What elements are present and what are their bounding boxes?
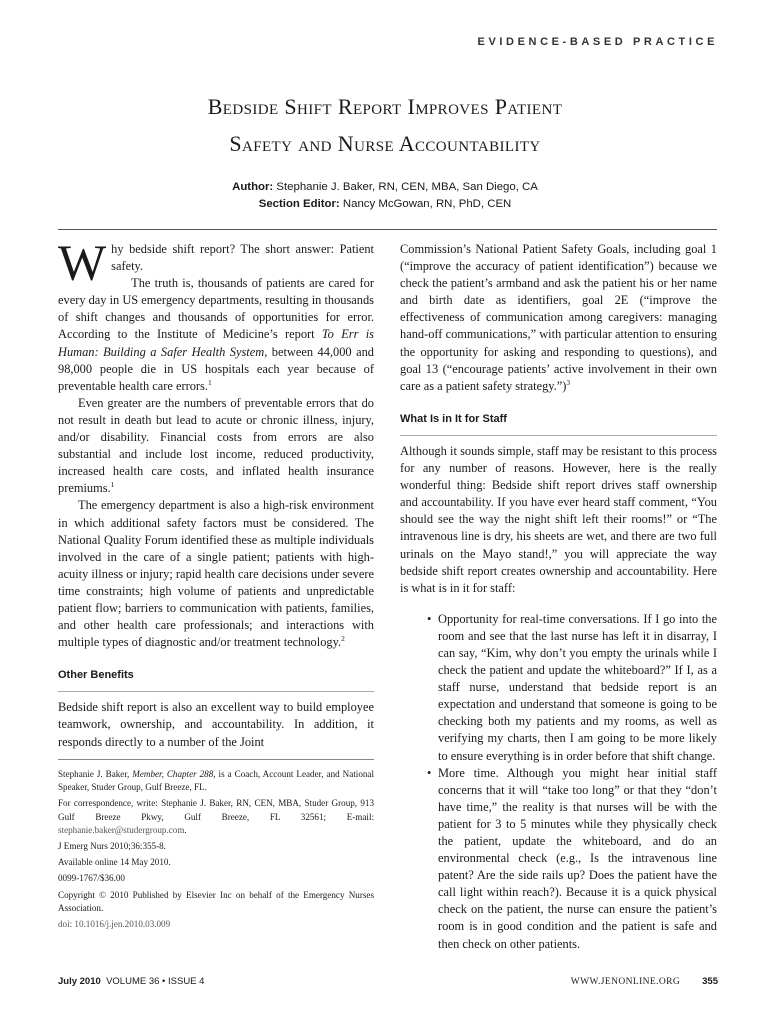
paragraph: Although it sounds simple, staff may be resistant to this process for any number of reasons. However, here is the really wonderful thing: Bedside shift report drives staff ownership and accountability. If you have ever heard staff comment, “You should see the way the night shift left their rooms!” or “The intravenous line is dry, his sheets are wet, and there are two full urinals on the Mayo stand!,” you will appreciate the way bedside shift report creates ownership and accountability. Here is what is in it for staff: [400, 443, 717, 595]
reference-mark: 1 [207, 377, 212, 387]
list-item: • More time. Although you might hear initial staff concerns that it will “take too long” or that they “don’t have time,” the reality is that nurses will be with the patient for 3 to 5 minutes while they physically check the patient, update the whiteboard, and do an environmental check (e.g., Is the intravenous line patent? Are the side rails up? Does the patient have the call light within reach?). Because it is a quick physical check on the patient, the nurse can ensure the patient’s room is in good condition and the patient is safe and then check on other patients. [400, 765, 717, 953]
title-divider [58, 229, 717, 230]
footnote-divider [58, 759, 374, 760]
bullet-list [400, 611, 717, 953]
paragraph: Bedside shift report is also an excellent way to build employee teamwork, ownership, and accountability. In addition, it responds directly to a number of the Joint [58, 700, 374, 749]
website-link[interactable]: WWW.JENONLINE.ORG [570, 977, 681, 987]
editor-label: Section Editor: [258, 198, 340, 210]
section-label: EVIDENCE-BASED PRACTICE [477, 36, 718, 48]
email-link[interactable]: stephanie.baker@studergroup.com [58, 824, 185, 835]
section-heading-other-benefits: Other Benefits [58, 667, 374, 692]
paragraph: Commission’s National Patient Safety Goals, including goal 1 (“improve the accuracy of patient identification”) because we check the patient’s armband and ask the patient his or her name and birth date as identifiers, goal 2E (“improve the effectiveness of communication among caregivers: managing hand-off communications,” with particular attention to ensuring the opportunity for asking and responding to questions), and goal 13 (“encourage patients’ active involvement in their own care as a patient safety strategy.”)$^3$ [400, 242, 717, 393]
author-bio: Stephanie J. Baker, Member, Chapter 288, is a Coach, Account Leader, and National Speaker, Studer Group, Gulf Breeze, FL. [58, 769, 374, 793]
intro-paragraph [58, 236, 374, 292]
drop-cap: W [58, 236, 107, 292]
list-item: • Opportunity for real-time conversations. If I go into the room and see that the last nurse has left it in disarray, I can say, “Kim, why don’t you empty the urinals while I check the patient and update the whiteboard?” If I, as a staff nurse, understand that bedside report is an expectation and understand that someone is going to be checking both my patients and my rooms, as well as verifying my charts, then I am going to be more likely to ensure everything is in order before that shift change. [400, 611, 717, 765]
page-number: 355 [702, 976, 718, 987]
citation: J Emerg Nurs 2010;36:355-8. [58, 841, 166, 852]
editor-line [60, 196, 710, 213]
report-title: To Err is Human: Building a Safer Health System [58, 327, 374, 359]
footer-site [571, 976, 718, 987]
paragraph: The emergency department is also a high-risk environment in which additional safety factors must be considered. The National Quality Forum identified these as multiple individuals involved in the care of a single patient; patients with high-acuity illness or injury; rapid health care decisions under severe time constraints; high volume of patients and unpredictable patient flow; barriers to communication with patients, families, and other health care professionals; and interactions with multiple types of diagnostic and/or treatment technology.$^2$ [58, 498, 374, 650]
right-column [400, 241, 717, 953]
reference-mark: 2 [341, 634, 345, 644]
byline [60, 179, 710, 213]
reference-mark: 3 [566, 377, 571, 387]
paragraph: The truth is, thousands of patients are cared for every day in US emergency departments, resulting in thousands of shift changes and thousands of opportunities for error. According to the Institute of Medicine’s report To Err is Human: Building a Safer Health System, between 44,000 and 98,000 people die in US hospitals each year because of preventable health care errors.$^1$ [58, 276, 375, 393]
footer-volume: VOLUME 36 • ISSUE 4 [106, 976, 205, 987]
author-name: Stephanie J. Baker, RN, CEN, MBA, San Diego, CA [276, 181, 538, 193]
intro-lead: hy bedside shift report? The short answer: Patient safety. [111, 242, 374, 274]
author-line [60, 179, 710, 196]
doi-link[interactable]: doi: 10.1016/j.jen.2010.03.009 [58, 919, 171, 930]
title-line-2: Safety and Nurse Accountability [229, 131, 541, 156]
author-label: Author: [232, 181, 274, 193]
footer-date: July 2010 [58, 976, 101, 987]
reference-mark: 1 [110, 480, 115, 490]
footnotes [58, 768, 374, 934]
article-title [60, 88, 710, 162]
left-column [58, 236, 375, 751]
copyright: Copyright © 2010 Published by Elsevier Inc on behalf of the Emergency Nurses Association. [58, 889, 374, 913]
section-heading-staff: What Is in It for Staff [400, 411, 717, 436]
editor-name: Nancy McGowan, RN, PhD, CEN [342, 198, 512, 210]
issn: 0099-1767/$36.00 [58, 873, 125, 884]
correspondence: For correspondence, write: Stephanie J. Baker, RN, CEN, MBA, Studer Group, 913 Gulf Breeze Pkwy, Gulf Breeze, FL 32561; E-mail: stephanie.baker@studergroup.com. [58, 798, 374, 835]
title-line-1: Bedside Shift Report Improves Patient [207, 94, 563, 119]
footer-issue [58, 976, 204, 987]
available-online: Available online 14 May 2010. [58, 857, 171, 868]
paragraph: Even greater are the numbers of preventable errors that do not result in death but lead to acute or chronic illness, injury, and/or disability. Financial costs from errors are also substantial and include lost income, reduced productivity, increased health care costs, and inflated health insurance premiums.$^1$ [58, 395, 374, 496]
